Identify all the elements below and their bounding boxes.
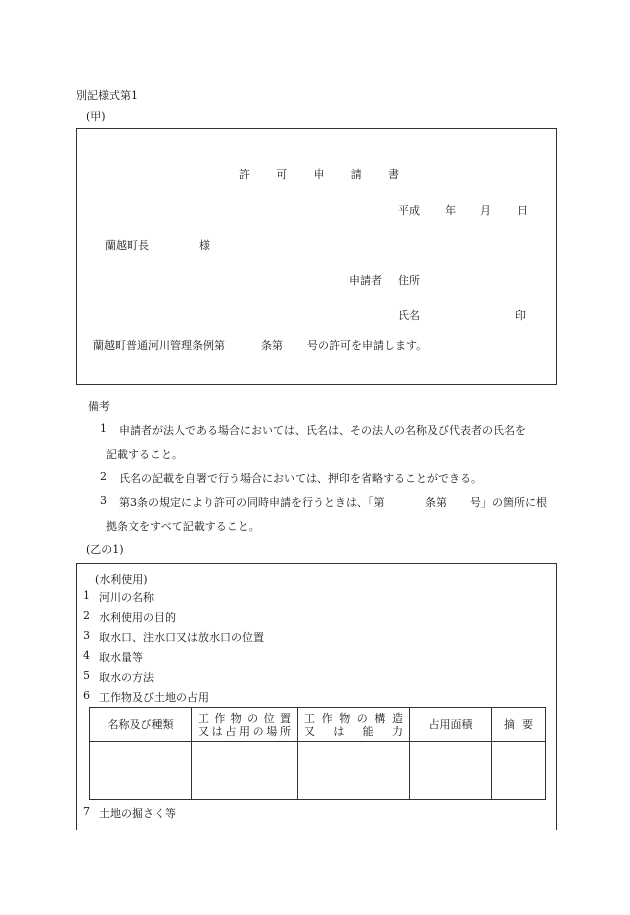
note-number: 3 <box>100 494 107 507</box>
statement-part1: 蘭越町普通河川管理条例第 <box>93 339 225 352</box>
column-header-area: 占用面積 <box>410 708 492 742</box>
application-title <box>239 166 399 182</box>
column-header-remarks <box>492 708 546 742</box>
table-cell <box>192 742 298 800</box>
kou-label: (甲) <box>86 110 106 123</box>
note-text: 氏名の記載を自署で行う場合においては、押印を省略することができる。 <box>119 472 482 485</box>
note-number: 2 <box>100 470 107 483</box>
column-header-structure <box>298 708 410 742</box>
header-line: 工 作 物 の 構 造 <box>304 711 403 725</box>
list-number: 6 <box>83 689 90 702</box>
list-item: 取水口、注水口又は放水口の位置 <box>99 631 264 644</box>
date-era: 平成 <box>398 204 420 217</box>
table-cell <box>90 742 192 800</box>
column-header-name-type: 名称及び種類 <box>90 708 192 742</box>
address-label: 住所 <box>398 274 420 287</box>
note-text: 申請者が法人である場合においては、氏名は、その法人の名称及び代表者の氏名を <box>119 424 526 437</box>
table-cell <box>492 742 546 800</box>
column-header-location <box>192 708 298 742</box>
list-number: 2 <box>83 609 90 622</box>
list-number: 7 <box>83 805 90 818</box>
header-line: 又 は 能 力 <box>304 724 403 738</box>
applicant-label: 申請者 <box>349 274 382 287</box>
note-number: 1 <box>100 422 107 435</box>
addressee: 蘭越町長 <box>105 239 149 252</box>
date-year: 年 <box>445 204 456 217</box>
note-text: 号」の箇所に根 <box>470 496 547 509</box>
statement-part3: 号の許可を申請します。 <box>307 339 428 352</box>
table-cell <box>298 742 410 800</box>
notes-heading: 備考 <box>88 400 110 413</box>
title-char: 請 <box>350 168 362 181</box>
honorific: 様 <box>199 239 210 252</box>
title-char: 可 <box>276 168 288 181</box>
water-use-box <box>76 563 557 830</box>
header-line: 又 は 占 用 の 場 所 <box>198 724 291 738</box>
table-row <box>90 742 546 800</box>
list-number: 5 <box>83 669 90 682</box>
header-line: 摘 要 <box>504 718 533 731</box>
note-text-continued: 拠条文をすべて記載すること。 <box>106 520 260 533</box>
occupancy-table <box>89 707 546 800</box>
list-number: 4 <box>83 649 90 662</box>
header-line: 工 作 物 の 位 置 <box>198 711 291 725</box>
note-text-continued: 記載すること。 <box>106 448 183 461</box>
otsu-label: (乙の1) <box>86 543 124 556</box>
name-label: 氏名 <box>398 309 420 322</box>
list-item: 水利使用の目的 <box>99 611 176 624</box>
application-box <box>76 128 557 385</box>
table-cell <box>410 742 492 800</box>
water-use-heading: (水利使用) <box>95 573 148 586</box>
note-text: 第3条の規定により許可の同時申請を行うときは、「第 <box>119 496 385 509</box>
note-text: 条第 <box>425 496 447 509</box>
date-month: 月 <box>480 204 491 217</box>
list-item: 土地の掘さく等 <box>99 807 176 820</box>
title-char: 許 <box>239 168 250 181</box>
title-char: 申 <box>313 168 325 181</box>
list-number: 1 <box>83 589 90 602</box>
list-item: 取水量等 <box>99 651 143 664</box>
seal-label: 印 <box>515 309 526 322</box>
table-header-row <box>90 708 546 742</box>
form-label: 別記様式第1 <box>76 89 138 102</box>
list-number: 3 <box>83 629 90 642</box>
list-item: 取水の方法 <box>99 671 154 684</box>
list-item: 工作物及び土地の占用 <box>99 691 209 704</box>
list-item: 河川の名称 <box>99 591 154 604</box>
date-day: 日 <box>517 204 528 217</box>
statement-part2: 条第 <box>261 339 283 352</box>
title-char: 書 <box>388 168 399 181</box>
